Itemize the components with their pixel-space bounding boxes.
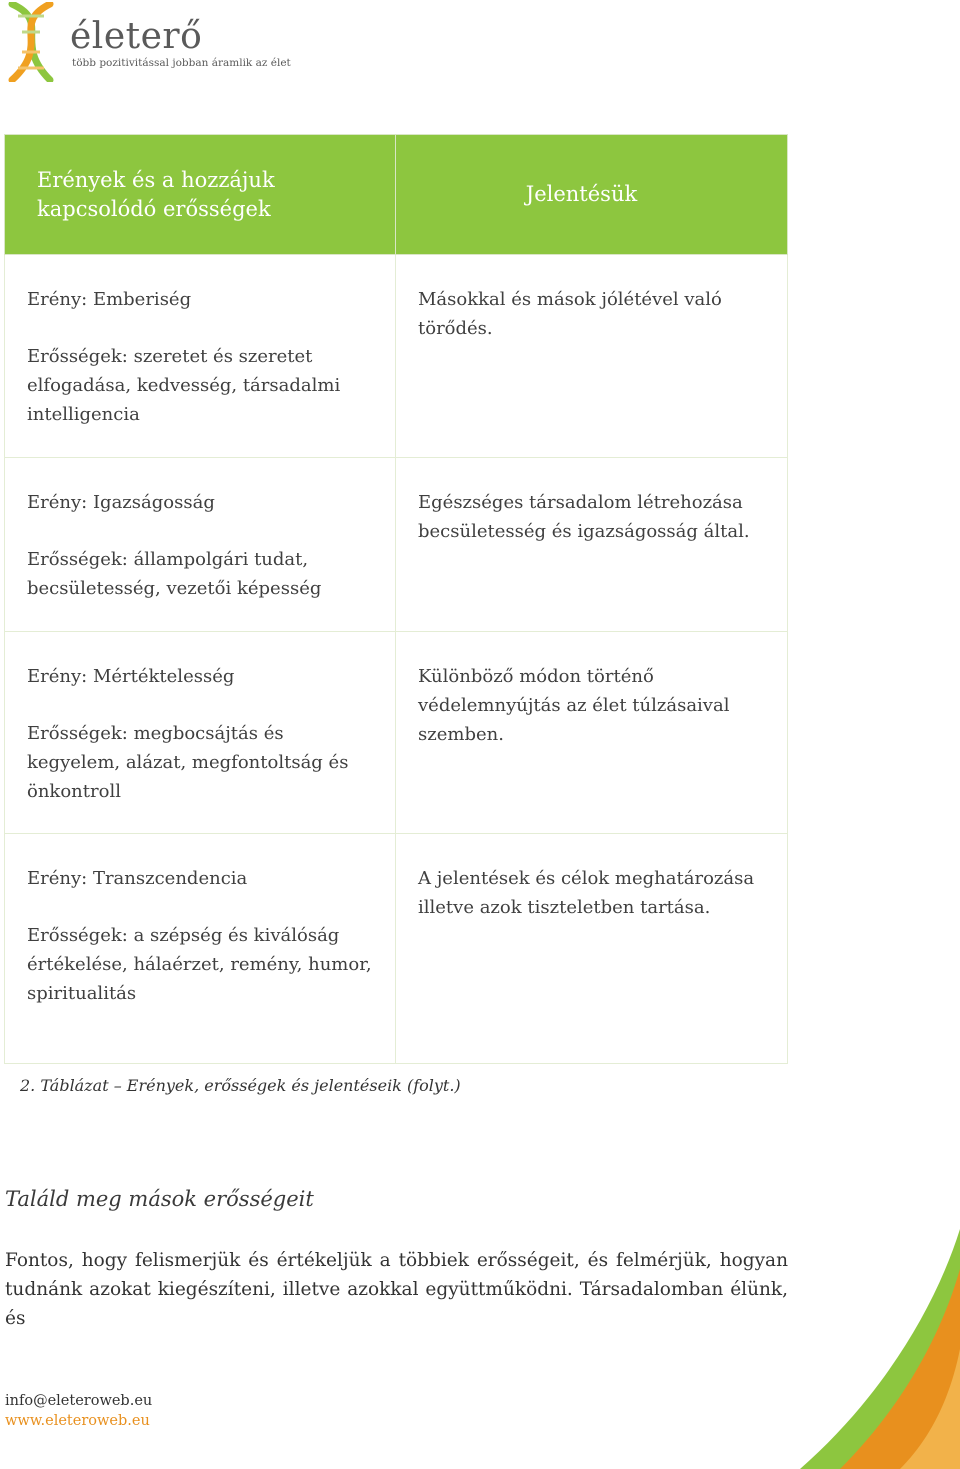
virtue-cell xyxy=(5,255,396,458)
brand-name: életerő xyxy=(70,16,203,57)
section-body: Fontos, hogy felismerjük és értékeljük a többiek erősségeit, és felmérjük, hogyan tudnánk azokat kiegészíteni, illetve azokkal együttműködni. Társadalomban élünk, és xyxy=(5,1250,788,1329)
brand-tagline: több pozitivitással jobban áramlik az élet xyxy=(72,57,291,69)
virtue-name: Erény: Emberiség xyxy=(27,289,192,310)
meaning-cell xyxy=(396,834,788,1064)
virtue-meaning: A jelentések és célok meghatározása illetve azok tiszteletben tartása. xyxy=(418,868,755,918)
table-caption: 2. Táblázat – Erények, erősségek és jelentéseik (folyt.) xyxy=(20,1076,461,1095)
meaning-cell xyxy=(396,255,788,458)
header-meaning: Jelentésük xyxy=(396,135,788,255)
virtue-strengths: Erősségek: állampolgári tudat, becsületesség, vezetői képesség xyxy=(27,549,322,599)
header-virtues: Erények és a hozzájuk kapcsolódó erősségek xyxy=(5,135,396,255)
virtue-strengths: Erősségek: szeretet és szeretet elfogadása, kedvesség, társadalmi intelligencia xyxy=(27,346,341,425)
virtues-table xyxy=(4,134,788,1064)
table-row xyxy=(5,458,788,632)
table-row xyxy=(5,834,788,1064)
table-row xyxy=(5,255,788,458)
meaning-cell xyxy=(396,632,788,834)
virtue-name: Erény: Igazságosság xyxy=(27,492,215,513)
dna-helix-icon xyxy=(2,2,62,82)
table-header-row xyxy=(5,135,788,255)
table-row xyxy=(5,632,788,834)
section-title: Találd meg mások erősségeit xyxy=(5,1187,314,1211)
footer-email-link[interactable]: info@eleteroweb.eu xyxy=(5,1393,153,1409)
virtue-meaning: Egészséges társadalom létrehozása becsületesség és igazságosság által. xyxy=(418,492,750,542)
corner-swoosh-decoration xyxy=(760,1229,960,1469)
meaning-cell xyxy=(396,458,788,632)
virtue-meaning: Másokkal és mások jólétével való törődés. xyxy=(418,289,722,339)
virtue-name: Erény: Transzcendencia xyxy=(27,868,248,889)
virtue-cell xyxy=(5,632,396,834)
brand-logo xyxy=(2,2,302,84)
footer-website-link[interactable]: www.eleteroweb.eu xyxy=(5,1413,150,1429)
virtue-strengths: Erősségek: megbocsájtás és kegyelem, alázat, megfontoltság és önkontroll xyxy=(27,723,349,802)
virtue-cell xyxy=(5,834,396,1064)
virtue-meaning: Különböző módon történő védelemnyújtás az élet túlzásaival szemben. xyxy=(418,666,730,745)
virtue-name: Erény: Mértéktelesség xyxy=(27,666,235,687)
virtue-strengths: Erősségek: a szépség és kiválóság értékelése, hálaérzet, remény, humor, spiritualitás xyxy=(27,925,372,1004)
virtue-cell xyxy=(5,458,396,632)
